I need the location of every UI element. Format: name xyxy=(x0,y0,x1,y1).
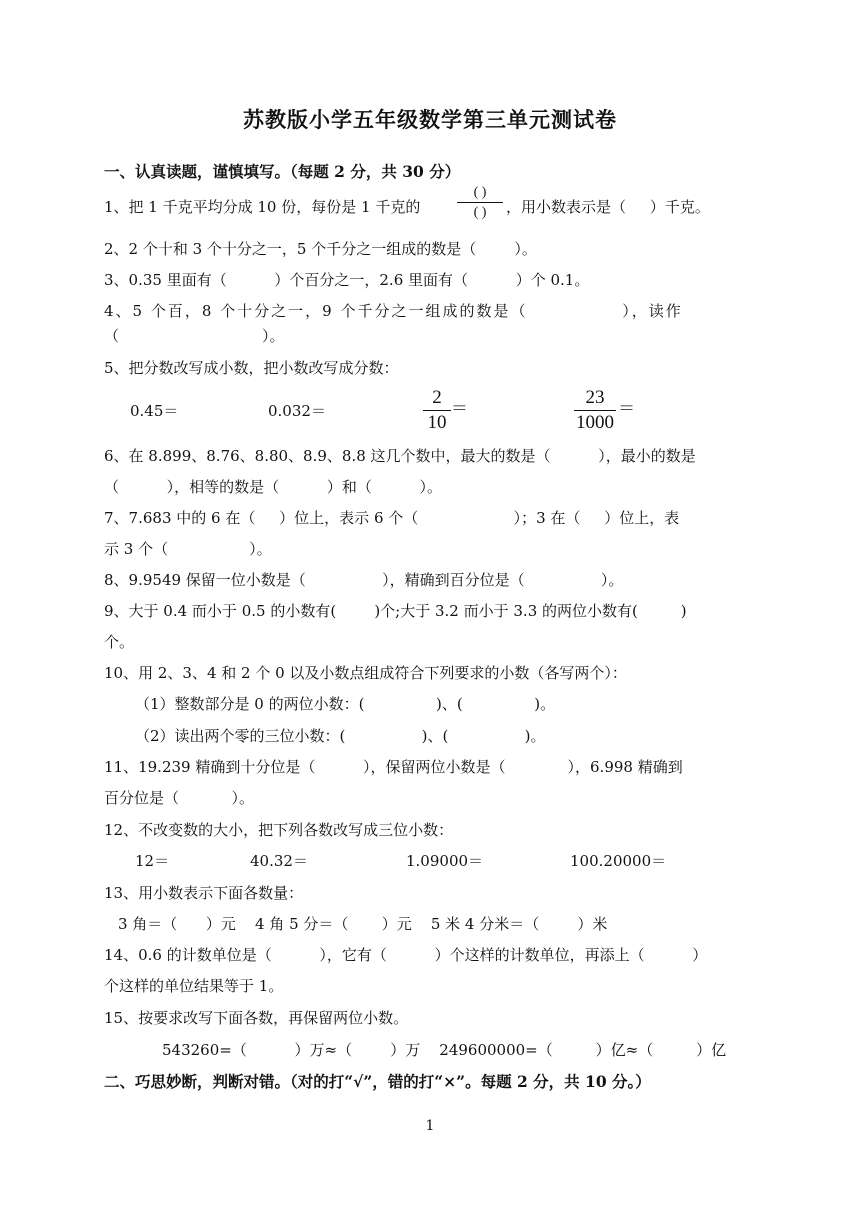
question-14-line1: 14、0.6 的计数单位是（ ），它有（ ）个这样的计数单位，再添上（ ） xyxy=(104,946,708,964)
question-15-text: 15、按要求改写下面各数，再保留两位小数。 xyxy=(104,1009,409,1027)
question-9-line1: 9、大于 0.4 而小于 0.5 的小数有( )个;大于 3.2 而小于 3.3 的两位小数有( ) xyxy=(104,602,687,620)
question-12-item-c: 1.09000＝ xyxy=(406,852,484,870)
question-11-line2: 百分位是（ ）。 xyxy=(104,789,254,807)
question-8: 8、9.9549 保留一位小数是（ ），精确到百分位是（ ）。 xyxy=(104,571,624,589)
section-2-heading: 二、巧思妙断，判断对错。（对的打“√”，错的打“×”。每题 2 分，共 10 分。） xyxy=(104,1072,651,1091)
fraction-denominator: ( ) xyxy=(473,205,487,220)
question-12-item-a: 12＝ xyxy=(135,852,170,870)
question-5-text: 5、把分数改写成小数，把小数改写成分数： xyxy=(104,359,399,377)
question-10-text: 10、用 2、3、4 和 2 个 0 以及小数点组成符合下列要求的小数（各写两个）： xyxy=(104,664,627,682)
question-6-line1: 6、在 8.899、8.76、8.80、8.9、8.8 这几个数中，最大的数是（ ），最小的数是 xyxy=(104,447,696,465)
question-6-line2: （ ），相等的数是（ ）和（ ）。 xyxy=(104,478,443,496)
question-10-sub-2: （2）读出两个零的三位小数：( )、( )。 xyxy=(135,727,546,745)
page-number: 1 xyxy=(425,1118,435,1134)
fraction-numerator: ( ) xyxy=(473,185,487,200)
question-5-fraction-d xyxy=(574,386,616,435)
question-2: 2、2 个十和 3 个十分之一，5 个千分之一组成的数是（ ）。 xyxy=(104,240,537,258)
fraction-numerator: 2 xyxy=(432,387,442,408)
question-5-fraction-c xyxy=(423,386,451,435)
question-12-text: 12、不改变数的大小，把下列各数改写成三位小数： xyxy=(104,821,454,839)
question-5-item-a: 0.45＝ xyxy=(130,402,179,420)
question-1-tail: ，用小数表示是（ ）千克。 xyxy=(506,198,710,216)
question-7-line1: 7、7.683 中的 6 在（ ）位上，表示 6 个（ ）；3 在（ ）位上，表 xyxy=(104,509,680,527)
question-9-line2: 个。 xyxy=(104,633,135,651)
section-1-heading: 一、认真读题，谨慎填写。（每题 2 分，共 30 分） xyxy=(104,162,461,181)
page-title: 苏教版小学五年级数学第三单元测试卷 xyxy=(243,107,617,132)
fraction-numerator: 23 xyxy=(585,387,605,408)
fraction-denominator: 10 xyxy=(427,412,447,433)
question-12-item-b: 40.32＝ xyxy=(250,852,308,870)
question-5-equals-c: ＝ xyxy=(451,399,468,419)
question-5-item-b: 0.032＝ xyxy=(268,402,326,420)
question-4-line2: （ ）。 xyxy=(104,327,285,345)
question-3: 3、0.35 里面有（ ）个百分之一，2.6 里面有（ ）个 0.1。 xyxy=(104,271,590,289)
question-13-items: 3 角＝（ ）元 4 角 5 分＝（ ）元 5 米 4 分米＝（ ）米 xyxy=(118,915,608,933)
question-12-item-d: 100.20000＝ xyxy=(570,852,667,870)
question-15-items: 543260=（ ）万≈（ ）万 249600000=（ ）亿≈（ ）亿 xyxy=(162,1041,727,1059)
question-10-sub-1: （1）整数部分是 0 的两位小数：( )、( )。 xyxy=(135,695,556,713)
question-11-line1: 11、19.239 精确到十分位是（ ），保留两位小数是（ ），6.998 精确到 xyxy=(104,758,683,776)
question-7-line2: 示 3 个（ ）。 xyxy=(104,540,272,558)
question-1-text: 1、把 1 千克平均分成 10 份，每份是 1 千克的 xyxy=(104,198,421,216)
fraction-denominator: 1000 xyxy=(576,412,614,433)
question-1-fraction xyxy=(457,183,503,222)
question-13-text: 13、用小数表示下面各数量： xyxy=(104,884,304,902)
question-14-line2: 个这样的单位结果等于 1。 xyxy=(104,977,284,995)
question-5-equals-d: ＝ xyxy=(618,399,635,419)
question-4-line1: 4、5 个百，8 个十分之一，9 个千分之一组成的数是（ ），读作 xyxy=(104,302,683,320)
